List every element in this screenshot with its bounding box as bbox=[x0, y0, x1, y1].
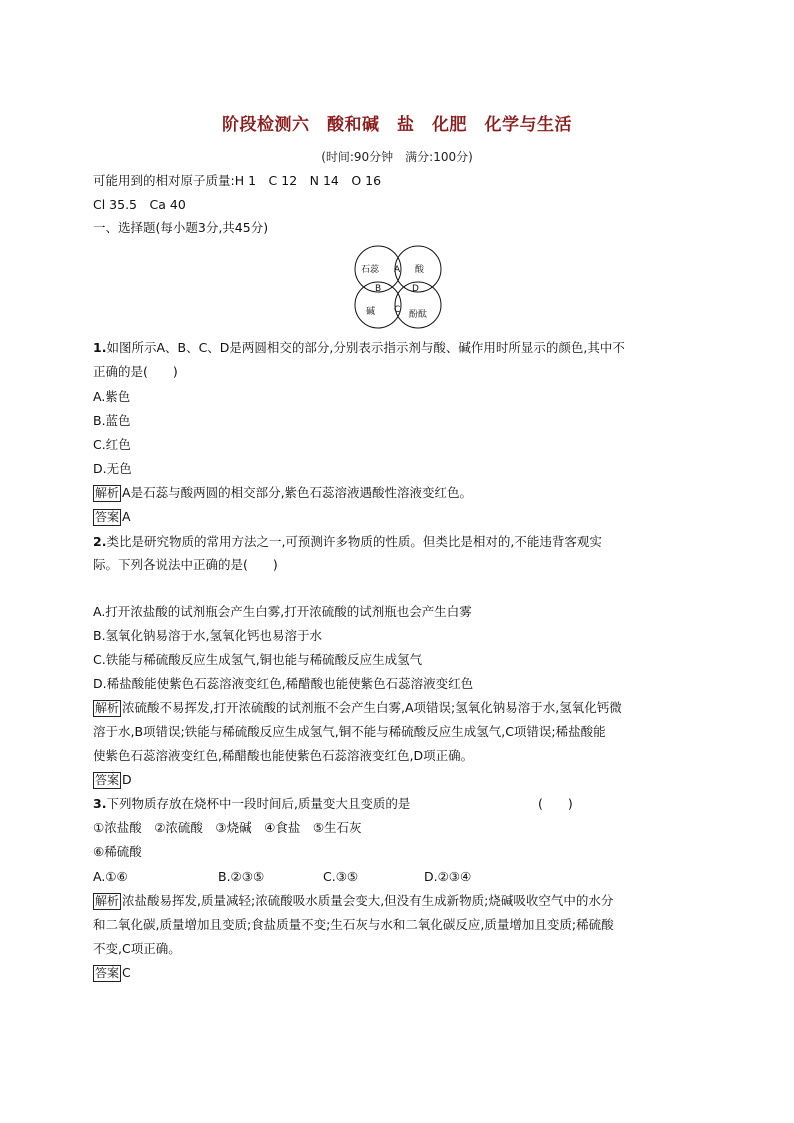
q2-analysis-text-1: 浓硫酸不易挥发,打开浓硫酸的试剂瓶不会产生白雾,A项错误;氢氧化钠易溶于水,氢氧化钙微 bbox=[122, 700, 622, 715]
q3-number: 3. bbox=[93, 796, 107, 811]
q3-option-a: A.①⑥ bbox=[93, 869, 128, 884]
q2-analysis-line-1 bbox=[93, 699, 622, 717]
q1-stem-text-1: 如图所示A、B、C、D是两圆相交的部分,分别表示指示剂与酸、碱作用时所显示的颜色,其中不 bbox=[106, 340, 625, 355]
label-fentai: 酚酞 bbox=[409, 310, 428, 320]
q1-number: 1. bbox=[93, 340, 107, 355]
q2-option-b: B.氢氧化钠易溶于水,氢氧化钙也易溶于水 bbox=[93, 628, 323, 643]
q3-analysis-line-3: 不变,C项正确。 bbox=[93, 941, 181, 956]
q2-analysis-line-3: 使紫色石蕊溶液变红色,稀醋酸也能使紫色石蕊溶液变红色,D项正确。 bbox=[93, 748, 474, 763]
q3-answer-paren: ( ) bbox=[538, 796, 573, 811]
letter-d: D bbox=[412, 284, 419, 294]
q3-items-line-1: ①浓盐酸 ②浓硫酸 ③烧碱 ④食盐 ⑤生石灰 bbox=[93, 820, 362, 835]
page-title: 阶段检测六 酸和碱 盐 化肥 化学与生活 bbox=[222, 115, 572, 135]
q2-analysis-line-2: 溶于水,B项错误;铁能与稀硫酸反应生成氢气,铜不能与稀硫酸反应生成氢气,C项错误;稀盐酸能 bbox=[93, 724, 606, 739]
q2-answer-value: D bbox=[122, 772, 132, 787]
analysis-tag: 解析 bbox=[95, 486, 120, 500]
q3-option-c: C.③⑤ bbox=[323, 869, 359, 884]
q3-analysis-text-1: 浓盐酸易挥发,质量减轻;浓硫酸吸水质量会变大,但没有生成新物质;烧碱吸收空气中的水分 bbox=[122, 893, 614, 908]
q3-stem-line-1 bbox=[93, 795, 410, 813]
q1-option-b: B.蓝色 bbox=[93, 413, 131, 428]
q2-option-d: D.稀盐酸能使紫色石蕊溶液变红色,稀醋酸也能使紫色石蕊溶液变红色 bbox=[93, 676, 474, 691]
q1-option-a: A.紫色 bbox=[93, 389, 131, 404]
letter-a: A bbox=[394, 265, 401, 275]
q2-stem-line-2: 际。下列各说法中正确的是( ) bbox=[93, 557, 278, 572]
q2-number: 2. bbox=[93, 534, 107, 549]
letter-b: B bbox=[375, 284, 382, 294]
q1-option-c: C.红色 bbox=[93, 437, 131, 452]
q1-stem-line-1 bbox=[93, 339, 625, 357]
answer-tag: 答案 bbox=[95, 510, 120, 524]
q2-stem-text-1: 类比是研究物质的常用方法之一,可预测许多物质的性质。但类比是相对的,不能违背客观实 bbox=[106, 534, 602, 549]
label-shirui: 石蕊 bbox=[361, 265, 380, 275]
q3-analysis-line-1 bbox=[93, 892, 613, 910]
letter-c: C bbox=[394, 305, 401, 315]
q2-answer bbox=[93, 771, 132, 789]
atomic-masses-line-1: 可能用到的相对原子质量:H 1 C 12 N 14 O 16 bbox=[93, 173, 382, 188]
q3-option-d: D.②③④ bbox=[424, 869, 472, 884]
exam-info: (时间:90分钟 满分:100分) bbox=[321, 150, 473, 164]
atomic-masses-line-2: Cl 35.5 Ca 40 bbox=[93, 197, 186, 212]
q1-analysis-text: A是石蕊与酸两圆的相交部分,紫色石蕊溶液遇酸性溶液变红色。 bbox=[122, 485, 473, 500]
q3-answer bbox=[93, 964, 131, 982]
q3-analysis-line-2: 和二氧化碳,质量增加且变质;食盐质量不变;生石灰与水和二氧化碳反应,质量增加且变质;稀硫酸 bbox=[93, 917, 614, 932]
q1-answer-value: A bbox=[122, 509, 131, 524]
q3-option-b: B.②③⑤ bbox=[218, 869, 265, 884]
answer-tag: 答案 bbox=[95, 966, 120, 980]
section-heading: 一、选择题(每小题3分,共45分) bbox=[93, 220, 269, 235]
analysis-tag: 解析 bbox=[95, 894, 120, 908]
q1-analysis bbox=[93, 484, 472, 502]
indicator-venn-diagram bbox=[352, 242, 444, 332]
analysis-tag: 解析 bbox=[95, 701, 120, 715]
q1-option-d: D.无色 bbox=[93, 461, 132, 476]
q1-answer bbox=[93, 508, 131, 526]
answer-tag: 答案 bbox=[95, 773, 120, 787]
q3-items-line-2: ⑥稀硫酸 bbox=[93, 844, 142, 859]
q3-answer-value: C bbox=[122, 965, 131, 980]
q3-stem-text-1: 下列物质存放在烧杯中一段时间后,质量变大且变质的是 bbox=[106, 796, 411, 811]
label-jian: 碱 bbox=[366, 307, 376, 317]
q2-stem-line-1 bbox=[93, 533, 602, 551]
label-suan: 酸 bbox=[415, 265, 425, 275]
q2-option-a: A.打开浓盐酸的试剂瓶会产生白雾,打开浓硫酸的试剂瓶也会产生白雾 bbox=[93, 604, 472, 619]
q2-option-c: C.铁能与稀硫酸反应生成氢气,铜也能与稀硫酸反应生成氢气 bbox=[93, 652, 423, 667]
q1-stem-line-2: 正确的是( ) bbox=[93, 364, 178, 379]
